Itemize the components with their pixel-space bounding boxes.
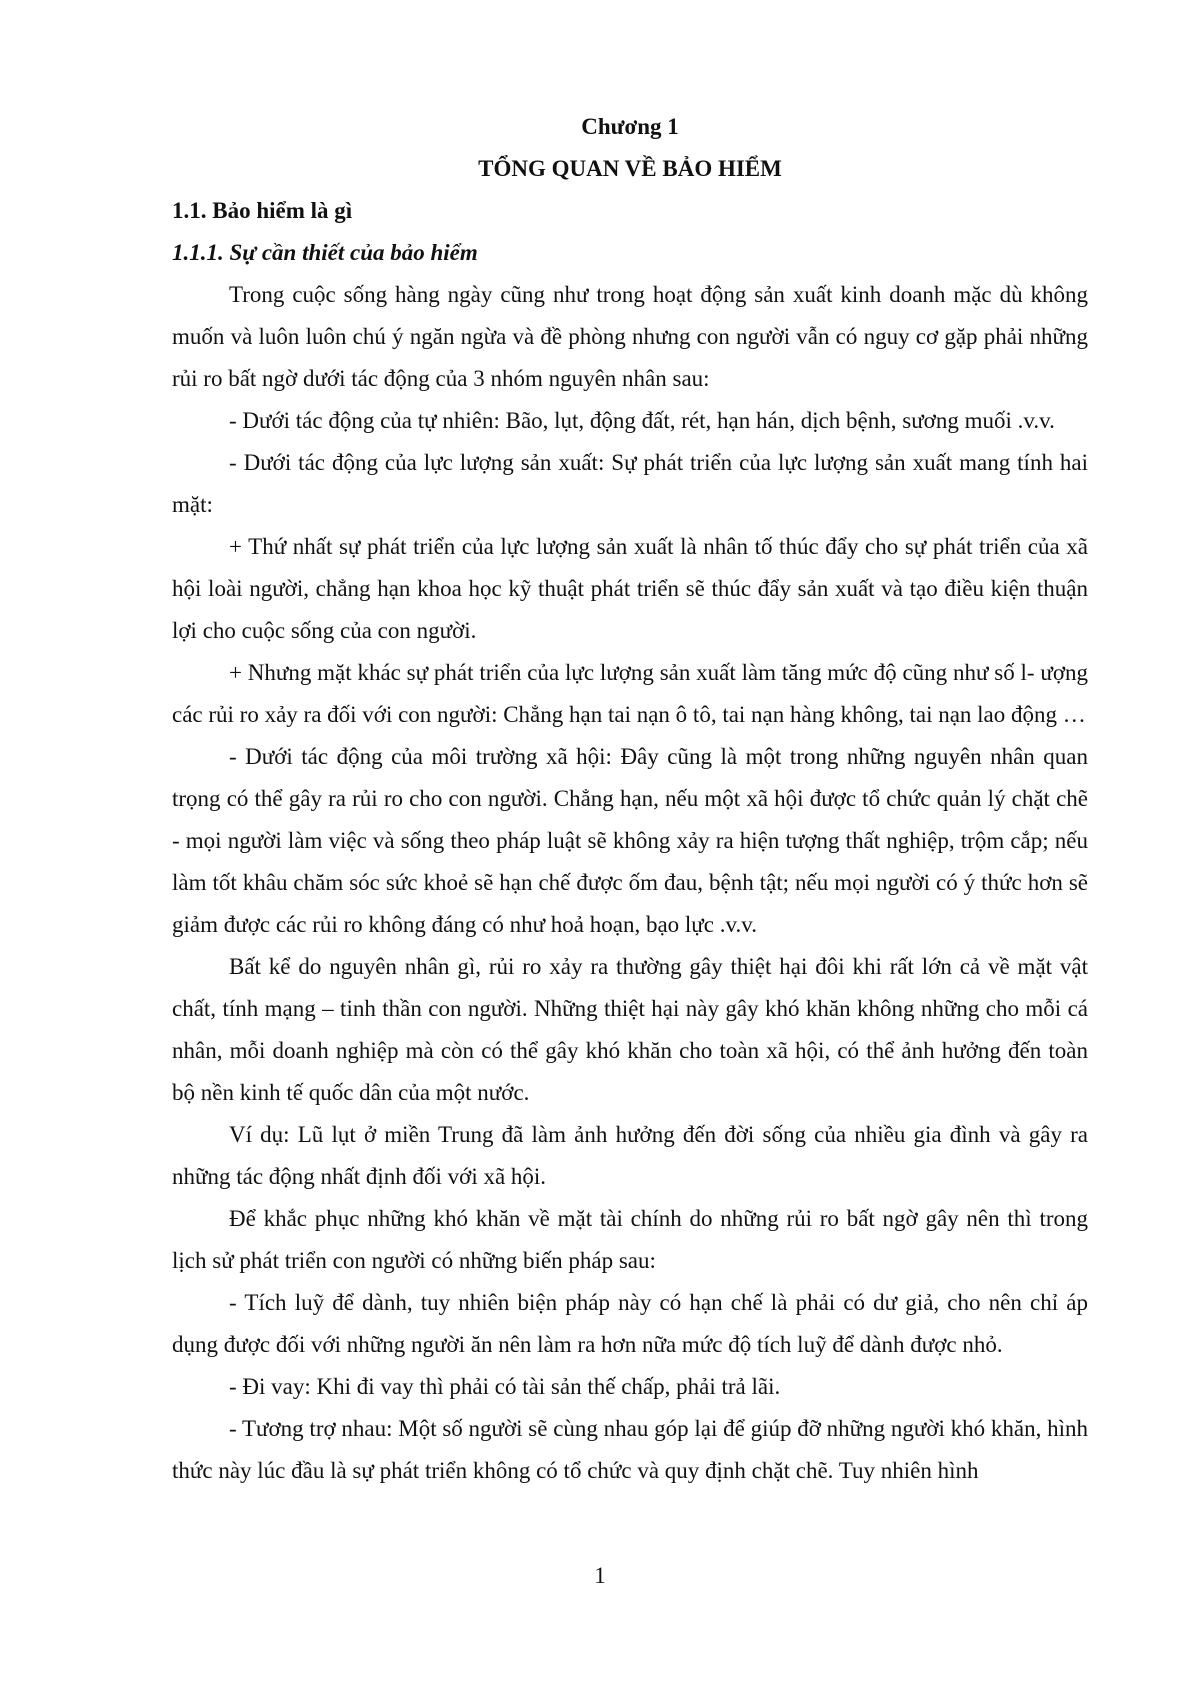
paragraph: Để khắc phục những khó khăn về mặt tài chính do những rủi ro bất ngờ gây nên thì trong lịch sử phát triển con người có những biến pháp sau: <box>172 1206 1088 1273</box>
paragraph: - Dưới tác động của môi trường xã hội: Đây cũng là một trong những nguyên nhân quan trọng có thể gây ra rủi ro cho con người. Chẳng hạn, nếu một xã hội được tổ chức quản lý chặt chẽ - mọi người làm việc và sống theo pháp luật sẽ không xảy ra hiện tượng thất nghiệp, trộm cắp; nếu làm tốt khâu chăm sóc sức khoẻ sẽ hạn chế được ốm đau, bệnh tật; nếu mọi người có ý thức hơn sẽ giảm được các rủi ro không đáng có như hoả hoạn, bạo lực .v.v. <box>172 744 1088 937</box>
paragraph: - Tương trợ nhau: Một số người sẽ cùng nhau góp lại để giúp đỡ những người khó khăn, hình thức này lúc đầu là sự phát triển không có tổ chức và quy định chặt chẽ. Tuy nhiên hình <box>172 1416 1088 1483</box>
paragraph: - Đi vay: Khi đi vay thì phải có tài sản thế chấp, phải trả lãi. <box>229 1374 781 1399</box>
page-number: 1 <box>594 1563 606 1588</box>
paragraph: - Dưới tác động của tự nhiên: Bão, lụt, động đất, rét, hạn hán, dịch bệnh, sương muối .v.v. <box>229 408 1055 433</box>
paragraph: Ví dụ: Lũ lụt ở miền Trung đã làm ảnh hưởng đến đời sống của nhiều gia đình và gây ra những tác động nhất định đối với xã hội. <box>172 1122 1088 1189</box>
paragraph: + Thứ nhất sự phát triển của lực lượng sản xuất là nhân tố thúc đẩy cho sự phát triển của xã hội loài người, chẳng hạn khoa học kỹ thuật phát triển sẽ thúc đẩy sản xuất và tạo điều kiện thuận lợi cho cuộc sống của con người. <box>172 534 1088 643</box>
chapter-title: TỔNG QUAN VỀ BẢO HIỂM <box>478 156 782 181</box>
section-heading: 1.1. Bảo hiểm là gì <box>172 198 353 223</box>
paragraph: - Tích luỹ để dành, tuy nhiên biện pháp này có hạn chế là phải có dư giả, cho nên chỉ áp dụng được đối với những người ăn nên làm ra hơn nữa mức độ tích luỹ để dành được nhỏ. <box>172 1290 1088 1357</box>
chapter-heading: Chương 1 <box>581 114 679 139</box>
paragraph: + Nhưng mặt khác sự phát triển của lực lượng sản xuất làm tăng mức độ cũng như số l- ượng các rủi ro xảy ra đối với con người: Chẳng hạn tai nạn ô tô, tai nạn hàng không, tai nạn lao động … <box>172 660 1088 727</box>
subsection-heading: 1.1.1. Sự cần thiết của bảo hiểm <box>172 240 478 265</box>
page-content <box>172 106 1088 1492</box>
paragraph: Trong cuộc sống hàng ngày cũng như trong hoạt động sản xuất kinh doanh mặc dù không muốn và luôn luôn chú ý ngăn ngừa và đề phòng nhưng con người vẫn có nguy cơ gặp phải những rủi ro bất ngờ dưới tác động của 3 nhóm nguyên nhân sau: <box>172 282 1088 391</box>
paragraph: - Dưới tác động của lực lượng sản xuất: Sự phát triển của lực lượng sản xuất mang tính hai mặt: <box>172 450 1088 517</box>
paragraph: Bất kể do nguyên nhân gì, rủi ro xảy ra thường gây thiệt hại đôi khi rất lớn cả về mặt vật chất, tính mạng – tinh thần con người. Những thiệt hại này gây khó khăn không những cho mỗi cá nhân, mỗi doanh nghiệp mà còn có thể gây khó khăn cho toàn xã hội, có thể ảnh hưởng đến toàn bộ nền kinh tế quốc dân của một nước. <box>172 954 1088 1105</box>
